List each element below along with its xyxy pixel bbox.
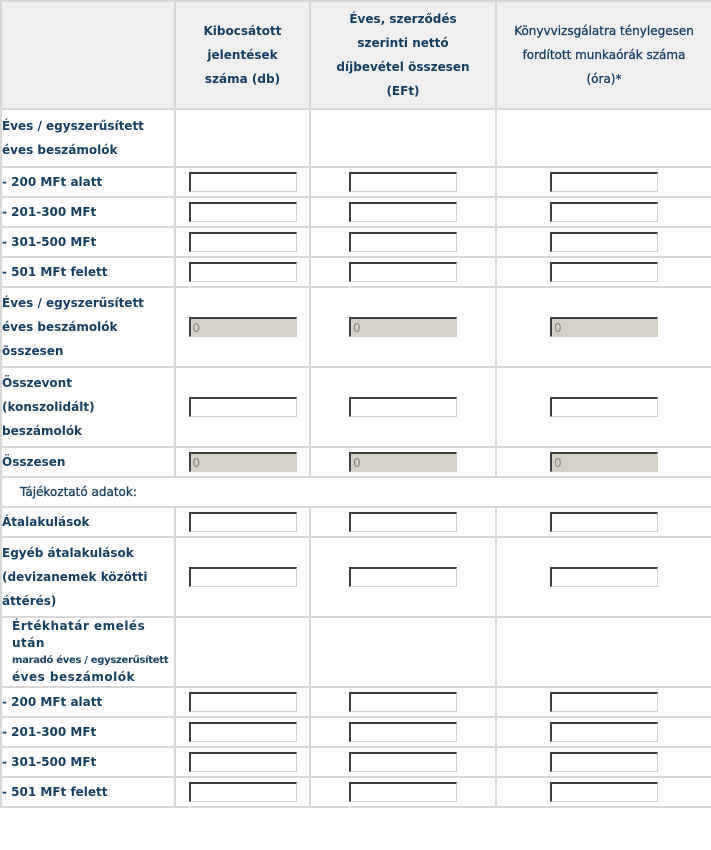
input-301-revenue[interactable] bbox=[349, 232, 457, 252]
input-s2-501-revenue[interactable] bbox=[349, 782, 457, 802]
input-501-revenue[interactable] bbox=[349, 262, 457, 282]
header-work-hours: Könyvvizsgálatra ténylegesen fordított munkaórák száma (óra)* bbox=[496, 1, 711, 109]
grand-total-reports bbox=[189, 452, 297, 472]
input-other-transform-hours[interactable] bbox=[550, 567, 658, 587]
input-201-revenue[interactable] bbox=[349, 202, 457, 222]
row-label: Egyéb átalakulások (devizanemek közötti áttérés) bbox=[1, 537, 175, 617]
annual-total-revenue bbox=[349, 317, 457, 337]
input-s2-201-revenue[interactable] bbox=[349, 722, 457, 742]
row-label: Átalakulások bbox=[1, 507, 175, 537]
annual-total-hours bbox=[550, 317, 658, 337]
input-301-hours[interactable] bbox=[550, 232, 658, 252]
input-other-transform-revenue[interactable] bbox=[349, 567, 457, 587]
input-s2-200-hours[interactable] bbox=[550, 692, 658, 712]
table-row bbox=[1, 257, 711, 287]
input-s2-301-reports[interactable] bbox=[189, 752, 297, 772]
input-s2-501-reports[interactable] bbox=[189, 782, 297, 802]
section-threshold-label bbox=[1, 617, 175, 687]
section-annual-row bbox=[1, 109, 711, 167]
input-other-transform-reports[interactable] bbox=[189, 567, 297, 587]
input-s2-201-hours[interactable] bbox=[550, 722, 658, 742]
header-net-revenue: Éves, szerződés szerinti nettó díjbevétel összesen (EFt) bbox=[310, 1, 496, 109]
grand-total-revenue bbox=[349, 452, 457, 472]
row-label: - 501 MFt felett bbox=[1, 777, 175, 807]
table-row bbox=[1, 717, 711, 747]
input-200-hours[interactable] bbox=[550, 172, 658, 192]
table-row bbox=[1, 747, 711, 777]
input-200-reports[interactable] bbox=[189, 172, 297, 192]
input-consolidated-hours[interactable] bbox=[550, 397, 658, 417]
row-label: - 201-300 MFt bbox=[1, 197, 175, 227]
input-consolidated-reports[interactable] bbox=[189, 397, 297, 417]
row-label: Összevont (konszolidált) beszámolók bbox=[1, 367, 175, 447]
row-label: - 200 MFt alatt bbox=[1, 167, 175, 197]
header-reports-count: Kibocsátott jelentések száma (db) bbox=[175, 1, 310, 109]
section-annual-label: Éves / egyszerűsített éves beszámolók bbox=[1, 109, 175, 167]
row-label: - 301-500 MFt bbox=[1, 227, 175, 257]
grand-total-hours bbox=[550, 452, 658, 472]
header-empty bbox=[1, 1, 175, 109]
input-s2-301-revenue[interactable] bbox=[349, 752, 457, 772]
row-label: - 501 MFt felett bbox=[1, 257, 175, 287]
table-row bbox=[1, 227, 711, 257]
input-transform-reports[interactable] bbox=[189, 512, 297, 532]
input-transform-hours[interactable] bbox=[550, 512, 658, 532]
row-label: Éves / egyszerűsített éves beszámolók összesen bbox=[1, 287, 175, 367]
input-s2-501-hours[interactable] bbox=[550, 782, 658, 802]
input-501-hours[interactable] bbox=[550, 262, 658, 282]
input-s2-201-reports[interactable] bbox=[189, 722, 297, 742]
transform-row bbox=[1, 507, 711, 537]
info-heading-row bbox=[1, 477, 711, 507]
row-label: - 200 MFt alatt bbox=[1, 687, 175, 717]
input-consolidated-revenue[interactable] bbox=[349, 397, 457, 417]
section-threshold-line1: Értékhatár emelés után bbox=[12, 619, 146, 650]
input-501-reports[interactable] bbox=[189, 262, 297, 282]
annual-total-reports bbox=[189, 317, 297, 337]
row-label: Összesen bbox=[1, 447, 175, 477]
table-row bbox=[1, 167, 711, 197]
input-transform-revenue[interactable] bbox=[349, 512, 457, 532]
grand-total-row bbox=[1, 447, 711, 477]
input-s2-200-revenue[interactable] bbox=[349, 692, 457, 712]
other-transform-row bbox=[1, 537, 711, 617]
header-row bbox=[1, 1, 711, 109]
section-threshold-line3: éves beszámolók bbox=[12, 670, 135, 684]
table-row bbox=[1, 687, 711, 717]
row-label: - 301-500 MFt bbox=[1, 747, 175, 777]
table-row bbox=[1, 777, 711, 807]
input-201-reports[interactable] bbox=[189, 202, 297, 222]
input-s2-200-reports[interactable] bbox=[189, 692, 297, 712]
section-threshold-row bbox=[1, 617, 711, 687]
section-threshold-line2: maradó éves / egyszerűsített bbox=[12, 655, 169, 666]
section-annual-total-row bbox=[1, 287, 711, 367]
input-201-hours[interactable] bbox=[550, 202, 658, 222]
info-heading: Tájékoztató adatok: bbox=[1, 477, 711, 507]
table-row bbox=[1, 197, 711, 227]
consolidated-row bbox=[1, 367, 711, 447]
input-301-reports[interactable] bbox=[189, 232, 297, 252]
row-label: - 201-300 MFt bbox=[1, 717, 175, 747]
input-200-revenue[interactable] bbox=[349, 172, 457, 192]
input-s2-301-hours[interactable] bbox=[550, 752, 658, 772]
